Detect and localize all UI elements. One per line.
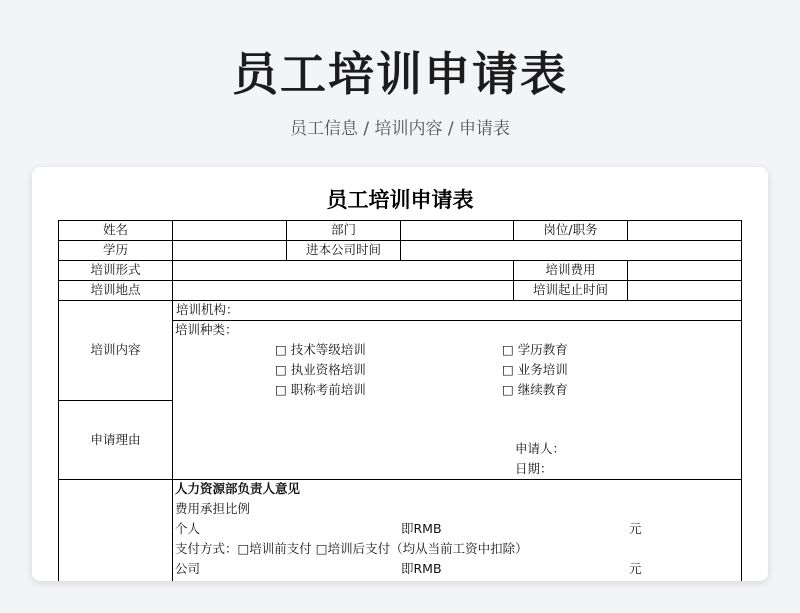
- label-training-location: 培训地点: [58, 280, 173, 301]
- option-tech-grade[interactable]: □ 技术等级培训: [275, 342, 366, 357]
- position-field[interactable]: [627, 220, 742, 241]
- applicant-label: 申请人：: [515, 441, 566, 456]
- training-form-field[interactable]: [172, 260, 514, 281]
- label-position: 岗位/职务: [513, 220, 628, 241]
- option-continuing[interactable]: □ 继续教育: [502, 382, 568, 397]
- training-fee-field[interactable]: [627, 260, 742, 281]
- personal-rmb-label: 即RMB: [401, 521, 442, 536]
- training-org-field[interactable]: 培训机构：: [172, 300, 742, 321]
- personal-yuan-label: 元: [629, 521, 642, 536]
- hr-title: 人力资源部负责人意见: [175, 481, 301, 496]
- cost-ratio-label: 费用承担比例: [175, 501, 251, 516]
- training-period-field[interactable]: [627, 280, 742, 301]
- page-title: 员工培训申请表: [232, 47, 568, 101]
- training-type-label: 培训种类：: [175, 322, 238, 337]
- label-join-date: 进本公司时间: [286, 240, 401, 261]
- label-application-reason: 申请理由: [58, 400, 173, 480]
- page-subtitle: 员工信息 / 培训内容 / 申请表: [289, 119, 511, 139]
- payment-method[interactable]: 支付方式：□培训前支付 □培训后支付（均从当前工资中扣除）: [175, 541, 528, 556]
- department-field[interactable]: [400, 220, 514, 241]
- option-academic[interactable]: □ 学历教育: [502, 342, 568, 357]
- company-rmb-label: 即RMB: [401, 561, 442, 576]
- label-training-form: 培训形式: [58, 260, 173, 281]
- label-name: 姓名: [58, 220, 173, 241]
- label-department: 部门: [286, 220, 401, 241]
- company-yuan-label: 元: [629, 561, 642, 576]
- label-training-content: 培训内容: [58, 300, 173, 401]
- training-location-field[interactable]: [172, 280, 514, 301]
- training-type-area: [172, 320, 742, 480]
- form-title: 员工培训申请表: [326, 188, 474, 212]
- form-card: [32, 167, 768, 581]
- hr-label-cell: [58, 479, 173, 581]
- name-field[interactable]: [172, 220, 287, 241]
- date-label: 日期：: [515, 461, 553, 476]
- option-practice-qualification[interactable]: □ 执业资格培训: [275, 362, 366, 377]
- label-education: 学历: [58, 240, 173, 261]
- label-training-period: 培训起止时间: [513, 280, 628, 301]
- join-date-field[interactable]: [400, 240, 742, 261]
- company-label: 公司: [175, 561, 201, 576]
- option-business[interactable]: □ 业务培训: [502, 362, 568, 377]
- option-title-exam[interactable]: □ 职称考前培训: [275, 382, 366, 397]
- label-training-fee: 培训费用: [513, 260, 628, 281]
- personal-label: 个人: [175, 521, 201, 536]
- education-field[interactable]: [172, 240, 287, 261]
